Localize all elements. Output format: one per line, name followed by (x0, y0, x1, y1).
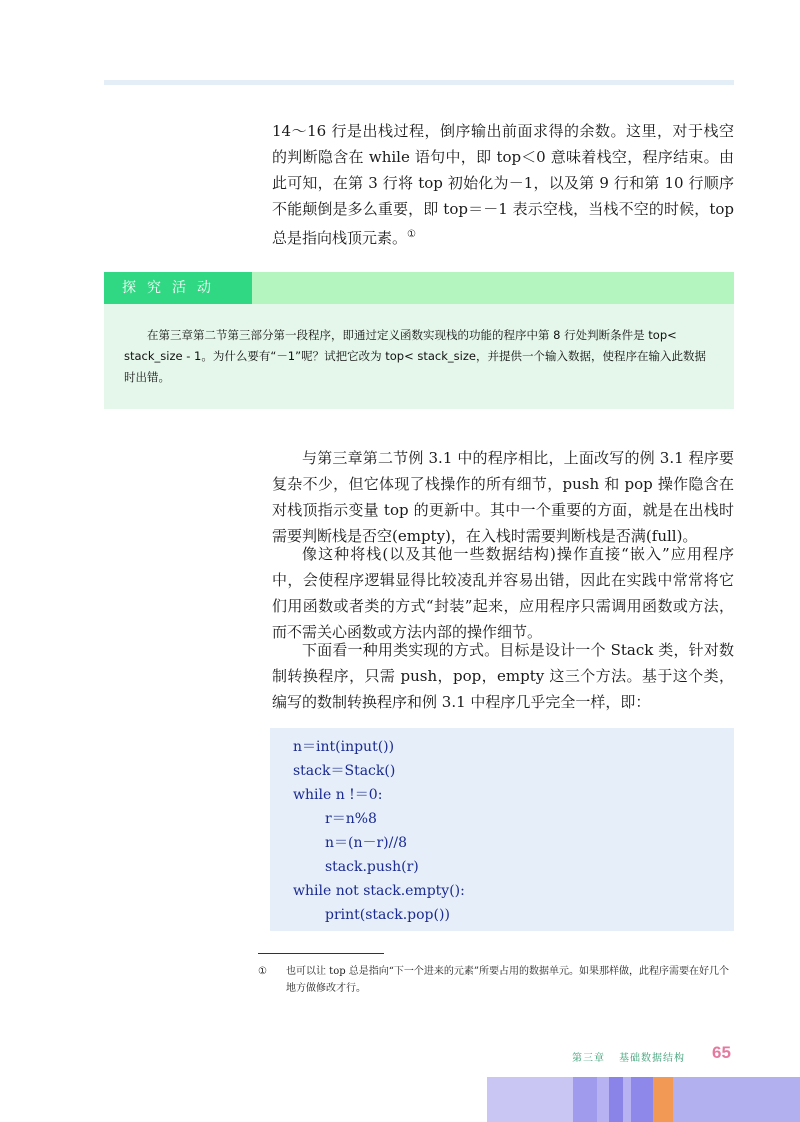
running-head (572, 1049, 699, 1064)
code-line: r＝n%8 (325, 811, 377, 827)
footnote-mark: ① (258, 966, 267, 977)
paragraph-compare: 与第三章第二节例 3.1 中的程序相比，上面改写的例 3.1 程序要复杂不少，但它体现了栈操作的所有细节，push 和 pop 操作隐含在对栈顶指示变量 top 的更新中。其中一个重要的方面，就是在出栈时需要判断栈是否空(empty)，在入栈时需要判断栈是否满(full)。 (272, 449, 734, 545)
activity-title: 探究活动 (104, 272, 252, 304)
footnote-reference: ① (407, 229, 416, 240)
chapter-label: 第三章 (572, 1053, 605, 1064)
section-label: 基础数据结构 (619, 1053, 685, 1064)
code-line: n＝(n－r)//8 (325, 835, 407, 851)
code-line: stack＝Stack() (293, 763, 396, 779)
footnote (258, 963, 736, 997)
code-line: n＝int(input()) (293, 739, 395, 755)
paragraph-class-approach: 下面看一种用类实现的方式。目标是设计一个 Stack 类，针对数制转换程序，只需 push，pop，empty 这三个方法。基于这个类，编写的数制转换程序和例 3.1 中程序几乎完全一样，即： (272, 641, 734, 711)
footnote-rule (258, 953, 384, 954)
footnote-text: 也可以让 top 总是指向“下一个进来的元素”所要占用的数据单元。如果那样做，此程序需要在好几个地方做修改才行。 (286, 966, 730, 994)
code-line: while n !＝0: (293, 787, 383, 803)
page-number: 65 (712, 1043, 731, 1062)
paragraph-text: 14～16 行是出栈过程，倒序输出前面求得的余数。这里，对于栈空的判断隐含在 while 语句中，即 top＜0 意味着栈空，程序结束。由此可知，在第 3 行将 top 初始化为－1，以及第 9 行和第 10 行顺序不能颠倒是多么重要，即 top＝－1 表示空栈，当栈不空的时候，top 总是指向栈顶元素。 (272, 122, 734, 247)
code-line: print(stack.pop()) (325, 907, 450, 923)
paragraph-encapsulate: 像这种将栈(以及其他一些数据结构)操作直接“嵌入”应用程序中，会使程序逻辑显得比较凌乱并容易出错，因此在实践中常常将它们用函数或者类的方式“封装”起来，应用程序只需调用函数或方法，而不需关心函数或方法内部的操作细节。 (272, 545, 734, 641)
code-block (270, 728, 734, 931)
activity-text: 在第三章第二节第三部分第一段程序，即通过定义函数实现栈的功能的程序中第 8 行处判断条件是 top< stack_size - 1。为什么要有“－1”呢？试把它改为 top< stack_size，并提供一个输入数据，使程序在输入此数据时出错。 (124, 328, 706, 384)
header-rule (104, 80, 734, 85)
paragraph-stack-pop (272, 118, 734, 251)
code-line: while not stack.empty(): (293, 883, 465, 899)
explore-activity-box (104, 272, 734, 409)
code-line: stack.push(r) (325, 859, 419, 875)
